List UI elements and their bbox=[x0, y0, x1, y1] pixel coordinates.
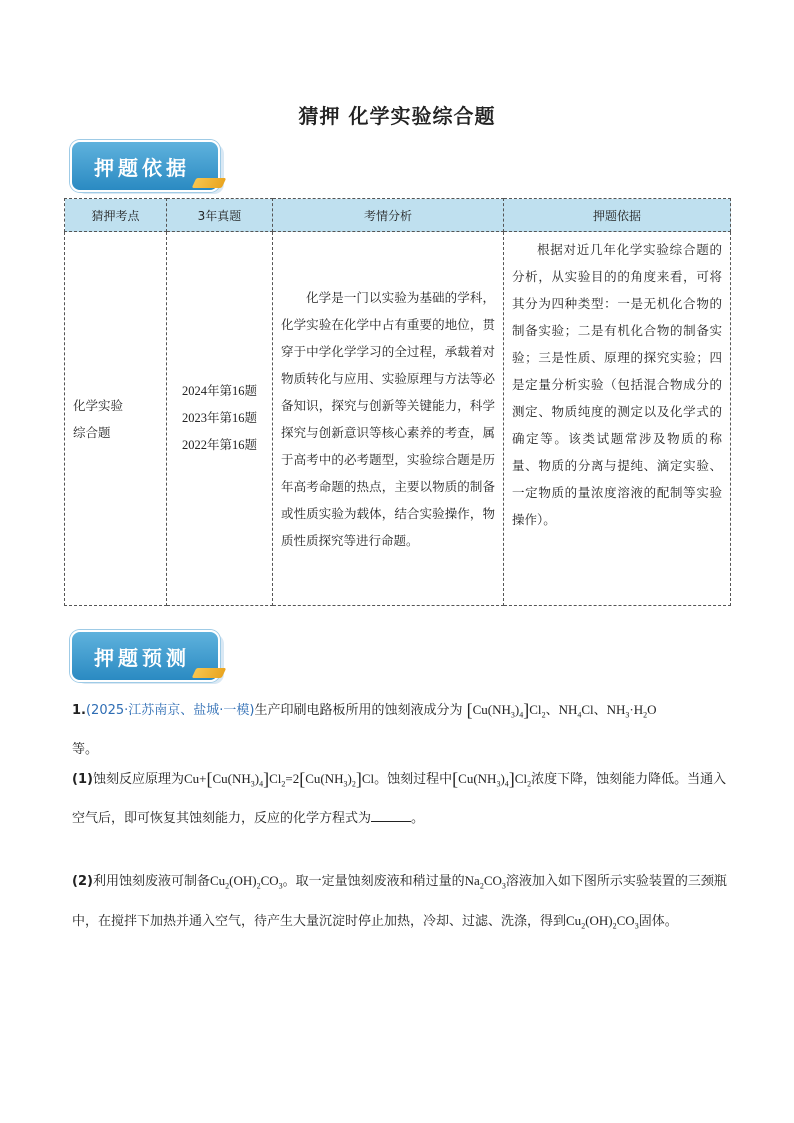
page-title: 猜押 化学实验综合题 bbox=[298, 104, 496, 128]
banner-label: 押题预测 bbox=[94, 646, 190, 670]
formula: $Na_2CO_3$ bbox=[464, 873, 506, 891]
header-cell: 3年真题 bbox=[167, 199, 273, 232]
banner-label: 押题依据 bbox=[94, 156, 190, 180]
table-header-row bbox=[65, 199, 731, 232]
header-cell: 押题依据 bbox=[504, 199, 731, 232]
formula: $Cu_2(OH)_2CO_3$ bbox=[566, 912, 639, 931]
header-cell: 猜押考点 bbox=[65, 199, 167, 232]
book-icon bbox=[192, 668, 227, 678]
question-1-stem: 1.(2025·江苏南京、盐城·一模)生产印刷电路板所用的蚀刻液成分为 $[Cu(NH_3)_4]Cl_2$、$NH_4Cl$、$NH_3\cdot H_2O$ 等。 bbox=[72, 700, 657, 757]
question-1-part-1: (1)蚀刻反应原理为$Cu+[Cu(NH_3)_4]Cl_2=2[Cu(NH_3)_2]Cl$。蚀刻过程中$[Cu(NH_3)_4]Cl_2$浓度下降，蚀刻能力降低。当通入空气后，即可恢复其蚀刻能力，反应的化学方程式为 。 bbox=[72, 769, 727, 826]
basis-cell: 根据对近几年化学实验综合题的分析，从实验目的的角度来看，可将其分为四种类型：一是无机化合物的制备实验；二是有机化合物的制备实验；三是性质、原理的探究实验；四是定量分析实验（包括混合物成分的测定、物质纯度的测定以及化学式的确定等。该类试题常涉及物质的称量、物质的分离与提纯、滴定实验、一定物质的量浓度溶液的配制等实验操作）。 bbox=[504, 232, 731, 606]
header-cell: 考情分析 bbox=[273, 199, 504, 232]
years-cell: 2024年第16题 2023年第16题 2022年第16题 bbox=[167, 232, 273, 606]
book-icon bbox=[192, 178, 227, 188]
formula: $[Cu(NH_3)_4]Cl_2$、$NH_4Cl$、$NH_3\cdot H_2O$ bbox=[466, 700, 657, 720]
formula: $Cu_2(OH)_2CO_3$ bbox=[209, 873, 283, 891]
section-banner-prediction bbox=[70, 630, 226, 688]
topic-cell: 化学实验 综合题 bbox=[65, 232, 167, 606]
section-banner-basis bbox=[70, 140, 226, 198]
analysis-cell: 化学是一门以实验为基础的学科，化学实验在化学中占有重要的地位，贯穿于中学化学学习的全过程，承载着对物质转化与应用、实验原理与方法等必备知识，探究与创新等关键能力，科学探究与创新意识等核心素养的考查，属于高考中的必考题型，实验综合题是历年高考命题的热点，主要以物质的制备或性质实验为载体，结合实验操作，物质性质探究等进行命题。 bbox=[273, 232, 504, 606]
question-source: (2025·江苏南京、盐城·一模) bbox=[85, 703, 255, 718]
formula: $[Cu(NH_3)_4]Cl_2$ bbox=[452, 769, 532, 789]
answer-blank[interactable] bbox=[371, 809, 411, 822]
formula: $Cu+[Cu(NH_3)_4]Cl_2=2[Cu(NH_3)_2]Cl$ bbox=[183, 769, 375, 789]
question-1-part-2: (2)利用蚀刻废液可制备$Cu_2(OH)_2CO_3$。取一定量蚀刻废液和稍过量的$Na_2CO_3$溶液加入如下图所示实验装置的三颈瓶中，在搅拌下加热并通入空气，待产生大量沉淀时停止加热，冷却、过滤、洗涤，得到$Cu_2(OH)_2CO_3$固体。 bbox=[72, 873, 727, 931]
table-row bbox=[65, 232, 731, 606]
basis-table bbox=[64, 198, 731, 606]
